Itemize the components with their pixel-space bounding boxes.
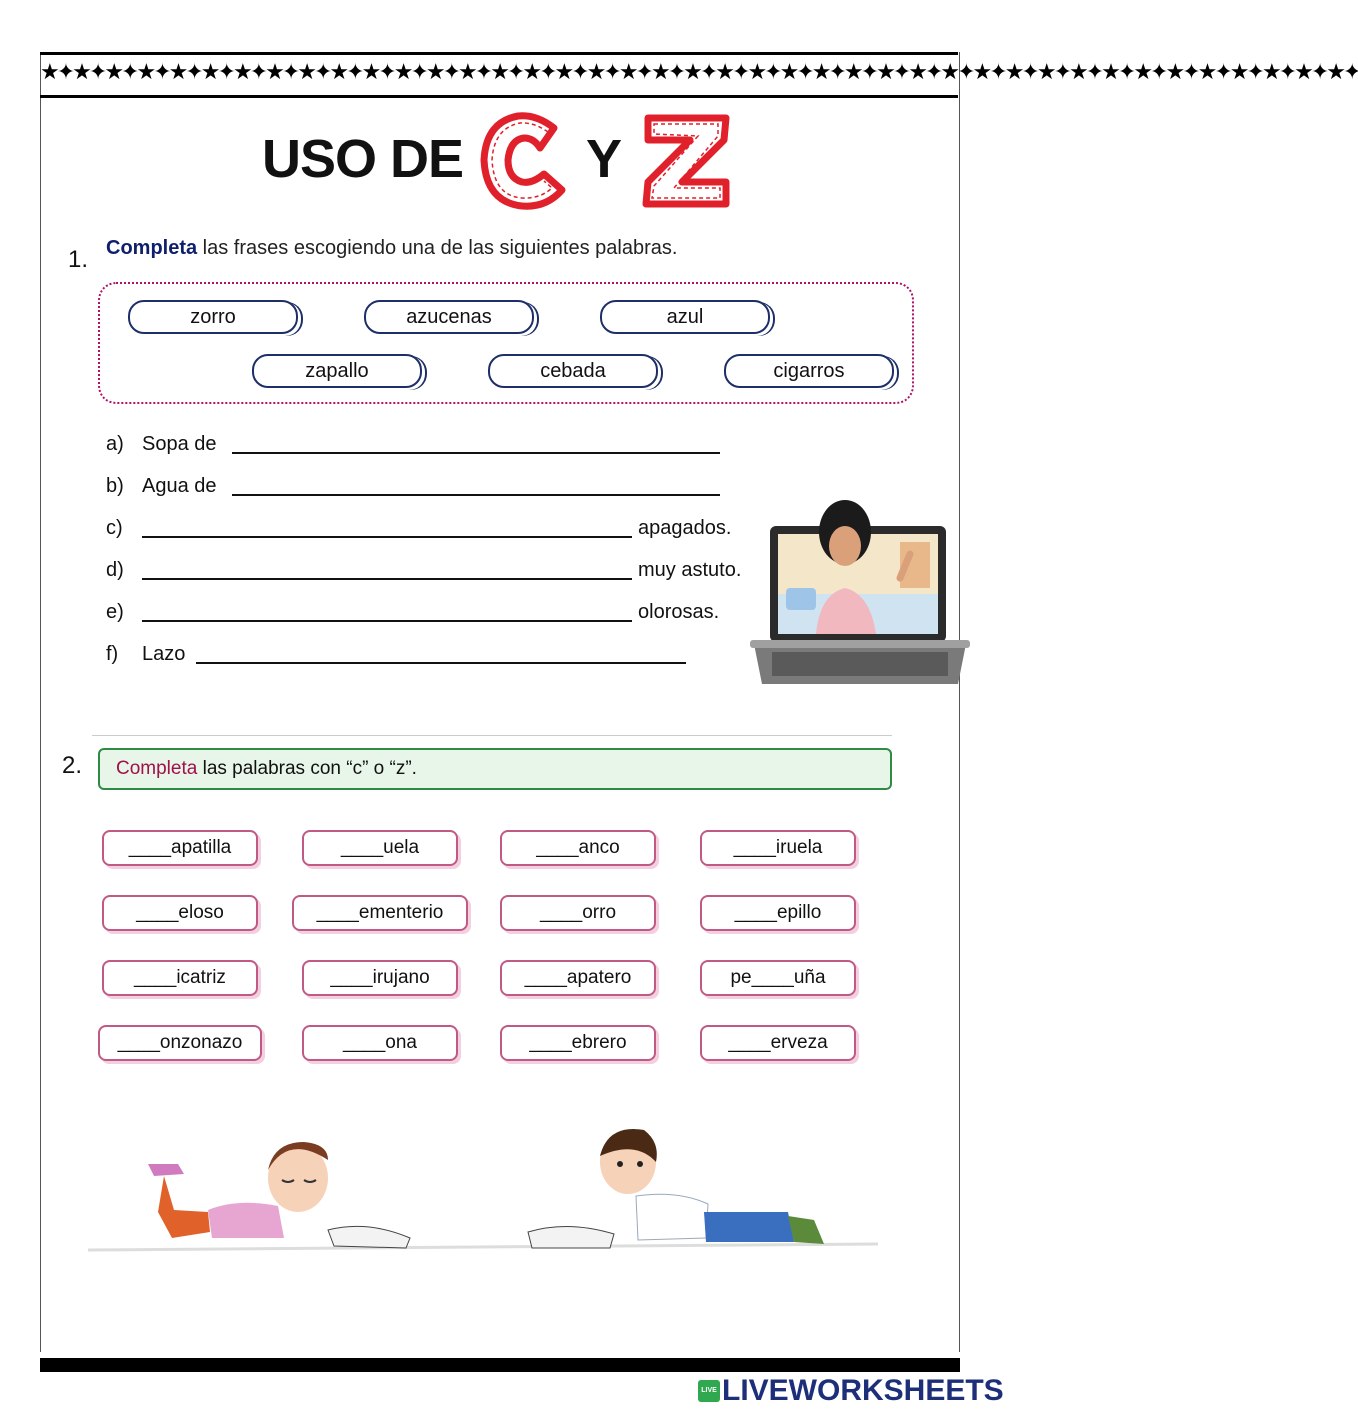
answer-line[interactable] bbox=[232, 494, 720, 496]
liveworksheets-logo-icon bbox=[698, 1380, 720, 1402]
word-cell[interactable]: pe____uña bbox=[700, 960, 856, 996]
word-cell[interactable]: ____apatero bbox=[500, 960, 656, 996]
sentence-text: olorosas. bbox=[638, 601, 720, 623]
word-cell[interactable]: ____eloso bbox=[102, 895, 258, 931]
word-bank-item[interactable]: cebada bbox=[488, 354, 658, 388]
letter-c-graphic bbox=[476, 108, 576, 212]
word-bank-item[interactable]: azucenas bbox=[364, 300, 534, 334]
sentence-text: muy astuto. bbox=[638, 559, 742, 581]
word-cell[interactable]: ____irujano bbox=[302, 960, 458, 996]
word-bank-item[interactable]: zorro bbox=[128, 300, 298, 334]
letter-z-graphic bbox=[638, 110, 736, 208]
bottom-bar bbox=[40, 1358, 960, 1372]
word-cell[interactable]: ____anco bbox=[500, 830, 656, 866]
sentence-letter: d) bbox=[106, 559, 124, 581]
word-bank-item[interactable]: zapallo bbox=[252, 354, 422, 388]
answer-line[interactable] bbox=[142, 536, 632, 538]
children-reading-illustration bbox=[88, 1120, 888, 1260]
liveworksheets-brand[interactable]: LIVEWORKSHEETS bbox=[722, 1374, 1004, 1407]
word-cell[interactable]: ____onzonazo bbox=[98, 1025, 262, 1061]
section-2-number: 2. bbox=[62, 752, 83, 779]
laptop-teacher-illustration bbox=[750, 498, 970, 690]
section-separator bbox=[92, 735, 892, 736]
word-cell[interactable]: ____ementerio bbox=[292, 895, 468, 931]
instruction-bold: Completa bbox=[106, 237, 198, 259]
sentence-letter: e) bbox=[106, 601, 124, 623]
word-cell[interactable]: ____erveza bbox=[700, 1025, 856, 1061]
star-border: ★✦★✦★✦★✦★✦★✦★✦★✦★✦★✦★✦★✦★✦★✦★✦★✦★✦★✦★✦★✦★✦★✦★✦★✦★✦★✦★✦★✦★✦★✦★✦★✦★✦★✦★✦★✦★✦★✦★✦★✦★✦ bbox=[40, 52, 958, 98]
answer-line[interactable] bbox=[142, 578, 632, 580]
instruction-rest: las palabras con “c” o “z”. bbox=[197, 758, 417, 779]
sentence-text: Agua de bbox=[142, 475, 217, 497]
sentence-letter: f) bbox=[106, 643, 119, 665]
sentence-letter: c) bbox=[106, 517, 123, 539]
word-cell[interactable]: ____uela bbox=[302, 830, 458, 866]
word-cell[interactable]: ____apatilla bbox=[102, 830, 258, 866]
word-cell[interactable]: ____ona bbox=[302, 1025, 458, 1061]
sentence-text: apagados. bbox=[638, 517, 732, 539]
word-cell[interactable]: ____epillo bbox=[700, 895, 856, 931]
sentence-text: Lazo bbox=[142, 643, 186, 665]
section-2-instruction bbox=[100, 750, 890, 788]
instruction-bold: Completa bbox=[116, 758, 198, 779]
instruction-rest: las frases escogiendo una de las siguientes palabras. bbox=[197, 237, 678, 259]
section-1-number: 1. bbox=[68, 246, 89, 273]
word-cell[interactable]: ____orro bbox=[500, 895, 656, 931]
sentence-letter: b) bbox=[106, 475, 124, 497]
word-cell[interactable]: ____icatriz bbox=[102, 960, 258, 996]
section-1-instruction bbox=[106, 237, 677, 260]
answer-line[interactable] bbox=[232, 452, 720, 454]
title-connector: Y bbox=[586, 129, 622, 189]
word-cell[interactable]: ____iruela bbox=[700, 830, 856, 866]
answer-line[interactable] bbox=[142, 620, 632, 622]
word-bank-item[interactable]: cigarros bbox=[724, 354, 894, 388]
word-cell[interactable]: ____ebrero bbox=[500, 1025, 656, 1061]
logo-badge-text: LIVE bbox=[701, 1387, 717, 1394]
sentence-letter: a) bbox=[106, 433, 124, 455]
section-2-banner bbox=[98, 748, 892, 790]
answer-line[interactable] bbox=[196, 662, 686, 664]
sentence-text: Sopa de bbox=[142, 433, 217, 455]
title-prefix: USO DE bbox=[262, 129, 464, 189]
word-bank-item[interactable]: azul bbox=[600, 300, 770, 334]
